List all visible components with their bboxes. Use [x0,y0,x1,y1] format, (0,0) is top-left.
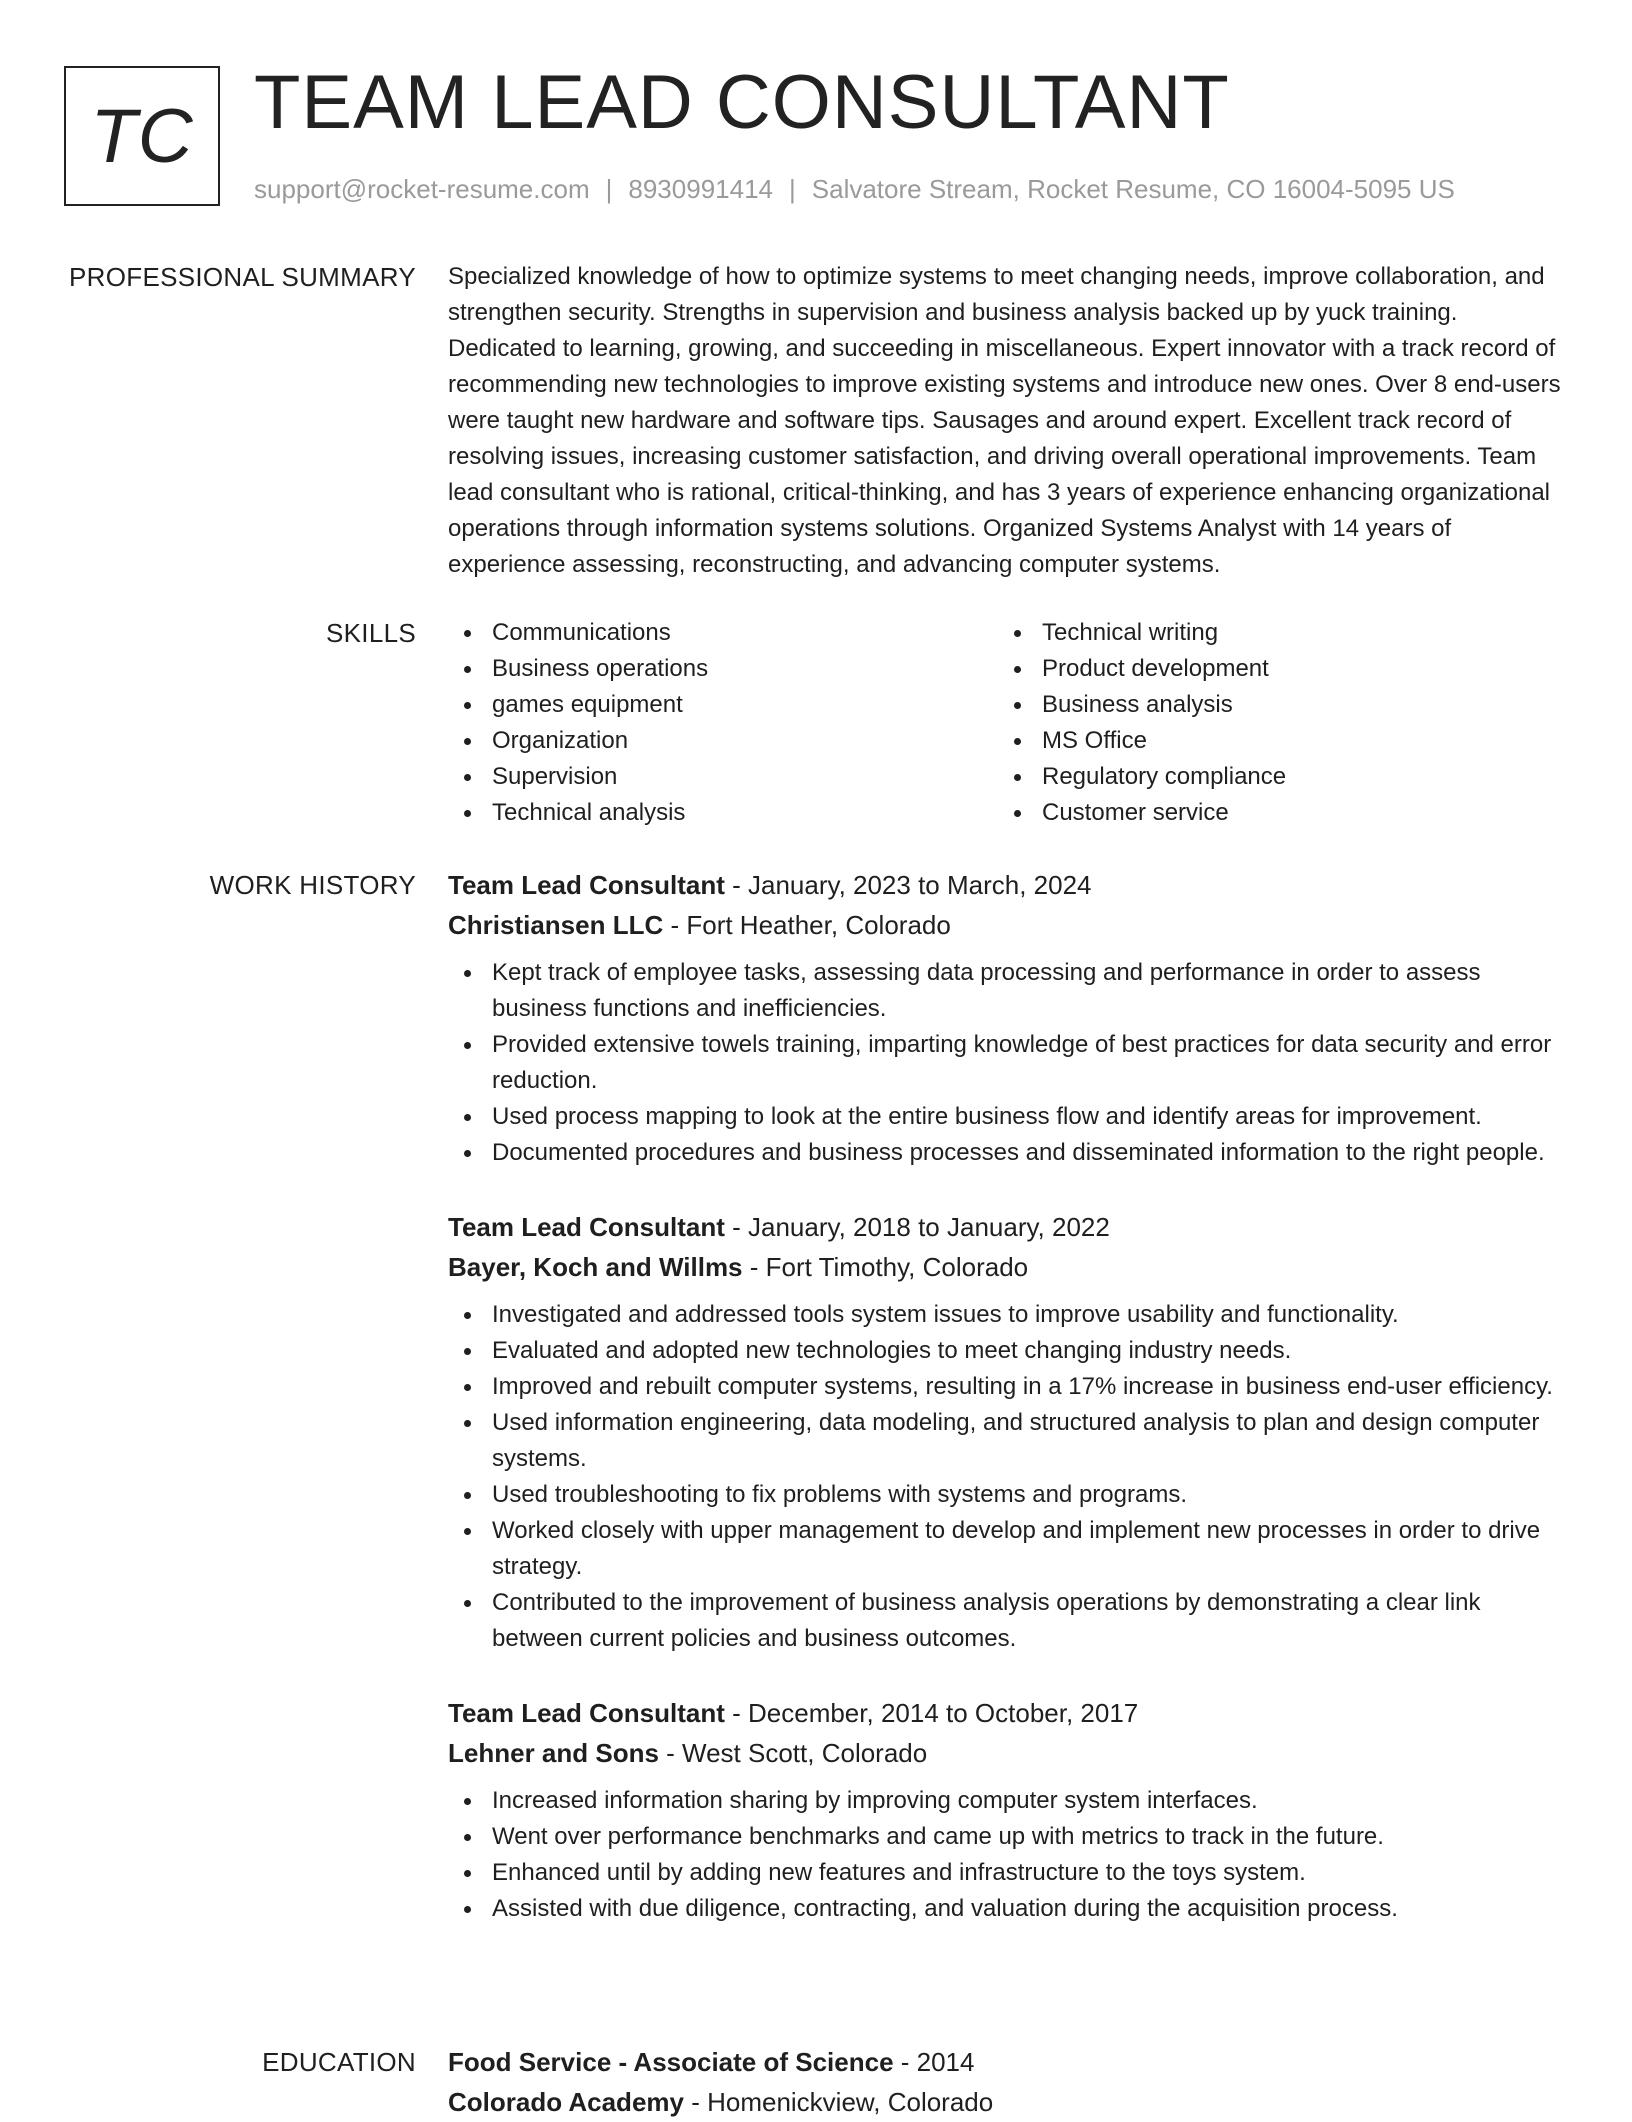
skill-item: Technical writing [998,615,1548,651]
job-bullet: Used process mapping to look at the entire business flow and identify areas for improvement. [448,1099,1568,1135]
job-bullet: Evaluated and adopted new technologies to meet changing industry needs. [448,1333,1568,1369]
skill-item: Technical analysis [448,795,998,831]
summary-heading: PROFESSIONAL SUMMARY [69,262,416,292]
job-company: Lehner and Sons [448,1738,659,1768]
skill-item: Customer service [998,795,1548,831]
contact-separator: | [605,174,613,204]
monogram-initials: TC [90,93,194,179]
job-entry [448,1693,1568,1927]
job-dates: - January, 2023 to March, 2024 [724,870,1092,900]
skills-list-right [998,615,1548,831]
contact-separator: | [789,174,796,204]
education-degree-line [448,2042,1568,2082]
contact-phone: 8930991414 [628,174,773,204]
job-bullet: Investigated and addressed tools system issues to improve usability and functionality. [448,1297,1568,1333]
job-bullet: Kept track of employee tasks, assessing data processing and performance in order to assess business functions and inefficiencies. [448,955,1568,1027]
job-company: Christiansen LLC [448,910,664,940]
job-title-line [448,1207,1568,1247]
job-dates: - December, 2014 to October, 2017 [724,1698,1139,1728]
skill-item: MS Office [998,723,1548,759]
skill-item: Communications [448,615,998,651]
work-history-heading: WORK HISTORY [209,870,416,900]
education-school-line [448,2082,1568,2122]
skill-item: Supervision [448,759,998,795]
job-bullet: Worked closely with upper management to develop and implement new processes in order to drive strategy. [448,1513,1568,1585]
skills-heading: SKILLS [326,618,416,648]
job-company-line [448,1247,1568,1287]
contact-line [254,174,1455,205]
job-bullet: Enhanced until by adding new features and infrastructure to the toys system. [448,1855,1568,1891]
job-bullet: Contributed to the improvement of business analysis operations by demonstrating a clear link between current policies and business outcomes. [448,1585,1568,1657]
job-title: Team Lead Consultant [448,1212,725,1242]
skill-item: Organization [448,723,998,759]
monogram-box [64,66,220,206]
education-heading: EDUCATION [262,2047,416,2077]
job-bullets [448,1297,1568,1657]
education-school: Colorado Academy [448,2087,684,2117]
job-bullet: Assisted with due diligence, contracting, and valuation during the acquisition process. [448,1891,1568,1927]
skill-item: Business operations [448,651,998,687]
education-degree: Food Service - Associate of Science [448,2047,894,2077]
job-title-line [448,865,1568,905]
job-bullet: Provided extensive towels training, imparting knowledge of best practices for data security and error reduction. [448,1027,1568,1099]
job-company-line [448,1733,1568,1773]
job-bullet: Used troubleshooting to fix problems with systems and programs. [448,1477,1568,1513]
job-location: - West Scott, Colorado [658,1738,928,1768]
education-year: - 2014 [893,2047,975,2077]
skill-item: Product development [998,651,1548,687]
job-bullets [448,1783,1568,1927]
job-company-line [448,905,1568,945]
job-bullet: Went over performance benchmarks and came up with metrics to track in the future. [448,1819,1568,1855]
job-location: - Fort Heather, Colorado [663,910,951,940]
job-entry [448,1207,1568,1657]
resume-title: TEAM LEAD CONSULTANT [254,60,1230,145]
job-bullets [448,955,1568,1171]
job-title: Team Lead Consultant [448,870,725,900]
job-company: Bayer, Koch and Willms [448,1252,743,1282]
education-location: - Homenickview, Colorado [683,2087,994,2117]
job-bullet: Used information engineering, data modeling, and structured analysis to plan and design computer systems. [448,1405,1568,1477]
job-bullet: Documented procedures and business processes and disseminated information to the right people. [448,1135,1568,1171]
skill-item: Regulatory compliance [998,759,1548,795]
summary-text: Specialized knowledge of how to optimize systems to meet changing needs, improve collaboration, and strengthen security. Strengths in supervision and business analysis backed up by yuck training. Dedicated to learning, growing, and succeeding in miscellaneous. Expert innovator with a track record of recommending new technologies to improve existing systems and introduce new ones. Over 8 end-users were taught new hardware and software tips. Sausages and around expert. Excellent track record of resolving issues, increasing customer satisfaction, and driving overall operational improvements. Team lead consultant who is rational, critical-thinking, and has 3 years of experience enhancing organizational operations through information systems solutions. Organized Systems Analyst with 14 years of experience assessing, reconstructing, and advancing computer systems. [448,263,1561,578]
skill-item: Business analysis [998,687,1548,723]
job-title: Team Lead Consultant [448,1698,725,1728]
contact-email: support@rocket-resume.com [254,174,590,204]
job-bullet: Improved and rebuilt computer systems, resulting in a 17% increase in business end-user efficiency. [448,1369,1568,1405]
job-title-line [448,1693,1568,1733]
skill-item: games equipment [448,687,998,723]
contact-address: Salvatore Stream, Rocket Resume, CO 16004-5095 US [811,174,1455,204]
job-entry [448,865,1568,1171]
job-bullet: Increased information sharing by improving computer system interfaces. [448,1783,1568,1819]
skills-list-left [448,615,998,831]
job-dates: - January, 2018 to January, 2022 [724,1212,1110,1242]
job-location: - Fort Timothy, Colorado [742,1252,1029,1282]
